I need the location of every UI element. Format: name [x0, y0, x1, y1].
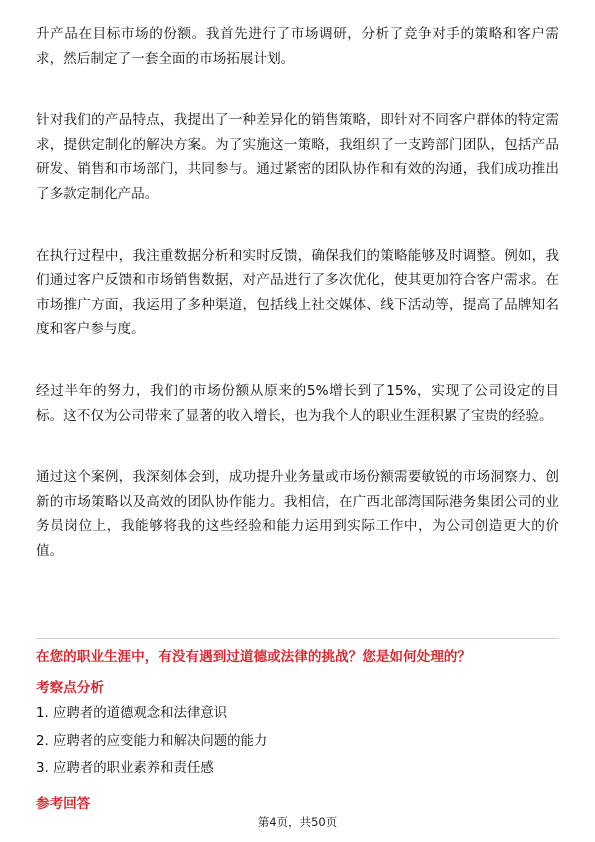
analysis-heading: 考察点分析 [36, 680, 104, 696]
interview-question: 在您的职业生涯中，有没有遇到过道德或法律的挑战？您是如何处理的？ [36, 649, 471, 665]
analysis-list [36, 704, 267, 787]
paragraph: 通过这个案例，我深刻体会到，成功提升业务量或市场份额需要敏锐的市场洞察力、创新的市场策略以及高效的团队协作能力。我相信，在广西北部湾国际港务集团公司的业务员岗位上，我能够将我的这些经验和能力运用到实际工作中，为公司创造更大的价值。 [36, 469, 559, 559]
paragraph: 在执行过程中，我注重数据分析和实时反馈，确保我们的策略能够及时调整。例如，我们通过客户反馈和市场销售数据，对产品进行了多次优化，使其更加符合客户需求。在市场推广方面，我运用了多种渠道，包括线上社交媒体、线下活动等，提高了品牌知名度和客户参与度。 [36, 247, 559, 338]
section-divider [36, 638, 559, 639]
body-text [36, 22, 559, 601]
list-item: 3. 应聘者的职业素养和责任感 [36, 761, 214, 776]
answer-heading: 参考回答 [36, 796, 91, 812]
paragraph: 经过半年的努力，我们的市场份额从原来的5%增长到了15%，实现了公司设定的目标。这不仅为公司带来了显著的收入增长，也为我个人的职业生涯积累了宝贵的经验。 [36, 382, 559, 424]
list-item: 2. 应聘者的应变能力和解决问题的能力 [36, 733, 268, 749]
page-number: 第4页，共50页 [257, 815, 338, 829]
paragraph: 针对我们的产品特点，我提出了一种差异化的销售策略，即针对不同客户群体的特定需求，提供定制化的解决方案。为了实施这一策略，我组织了一支跨部门团队，包括产品研发、销售和市场部门，共同参与。通过紧密的团队协作和有效的沟通，我们成功推出了多款定制化产品。 [36, 112, 559, 202]
list-item: 1. 应聘者的道德观念和法律意识 [36, 706, 228, 721]
paragraph: 升产品在目标市场的份额。我首先进行了市场调研，分析了竞争对手的策略和客户需求，然后制定了一套全面的市场拓展计划。 [36, 26, 559, 67]
